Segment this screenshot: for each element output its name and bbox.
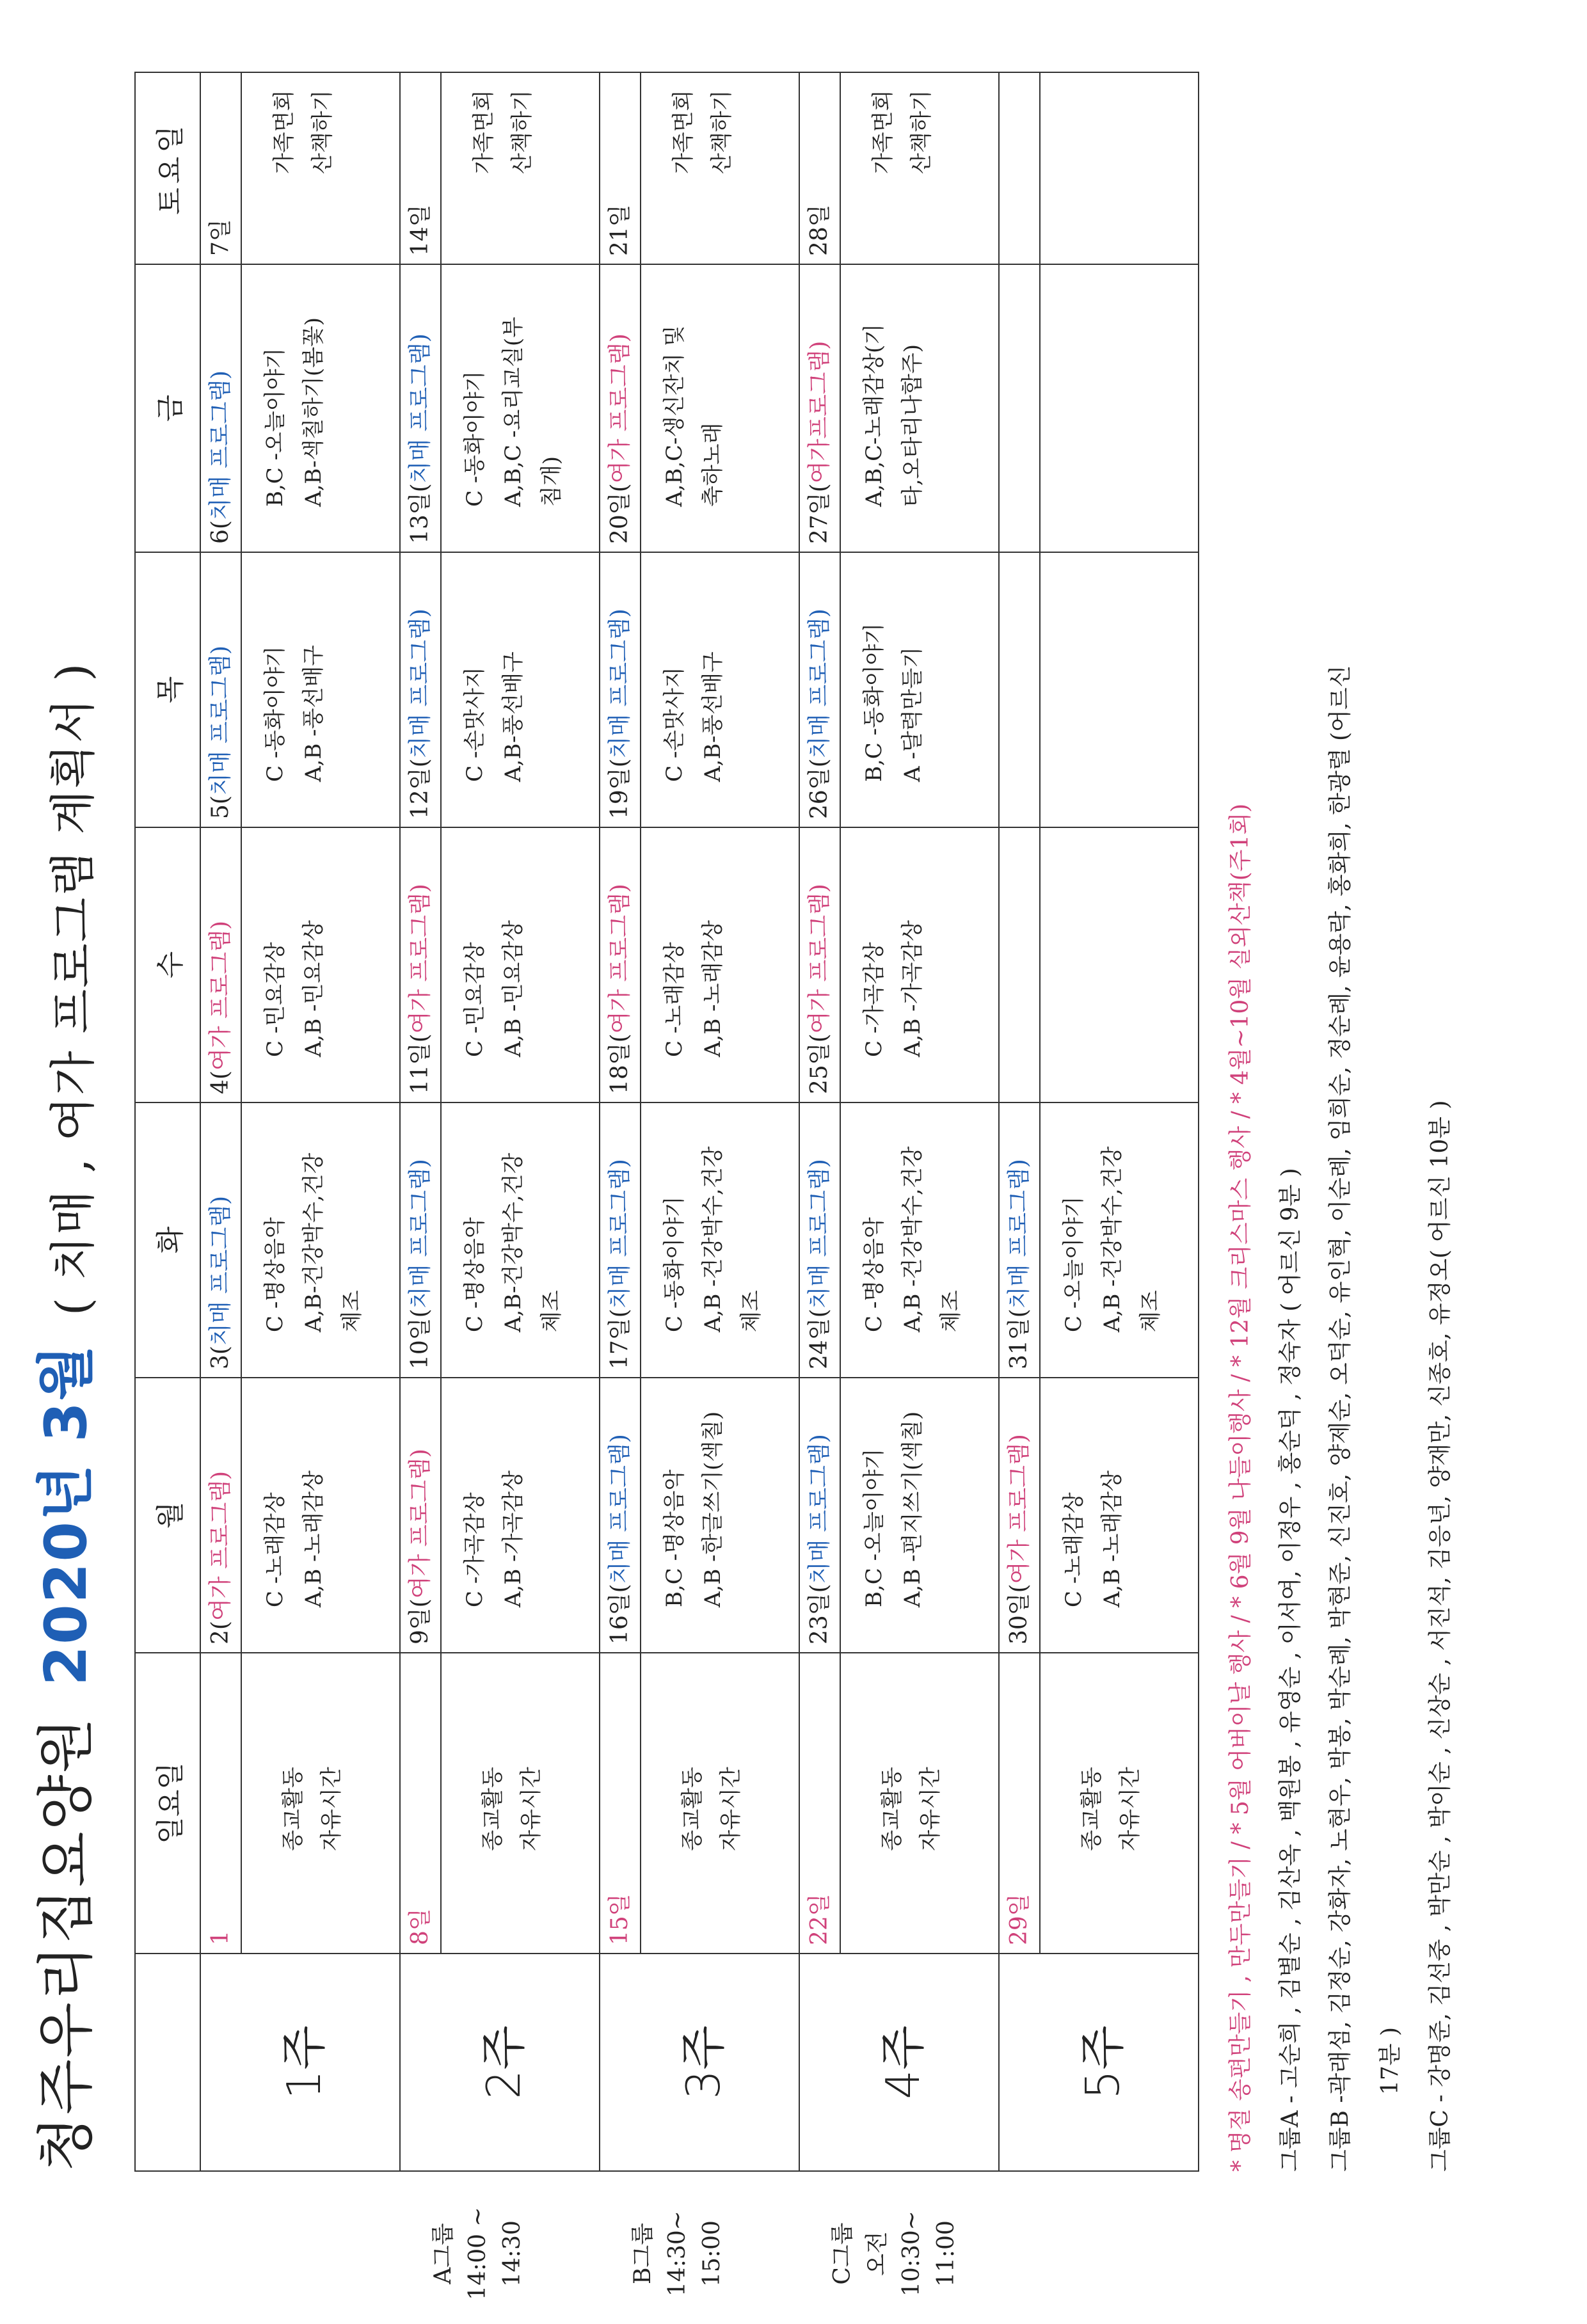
- date-header: [800, 1653, 841, 1953]
- date-header: [800, 828, 841, 1102]
- day-cell: [600, 1102, 799, 1378]
- date-label: 15일: [607, 1893, 633, 1945]
- day-cell: [799, 1653, 999, 1954]
- program-tag: 여가 프로그램): [607, 333, 633, 484]
- program-tag: 여가 프로그램): [407, 884, 433, 1034]
- notes: [1216, 60, 1465, 2172]
- day-cell: [200, 72, 400, 264]
- week-label-cell: [799, 1954, 999, 2296]
- date-header: [800, 1103, 841, 1377]
- date-label: 3(: [207, 1346, 234, 1369]
- week-row: [799, 72, 999, 2171]
- activity-text: C -노래감상 A,B -노래감상: [662, 919, 726, 1057]
- date-header: [1000, 1378, 1041, 1652]
- group-a-note: 그룹A - 고순희 , 김별순 , 김산옥 , 백원봉 , 유영순 , 이서여, 이정우 , 홍순덕 , 정숙자 ( 어르신 9분 ): [1277, 1168, 1304, 2172]
- date-label: 28일: [806, 204, 833, 256]
- program-tag: 치매 프로그램): [607, 1159, 633, 1309]
- date-header: [201, 1103, 242, 1377]
- date-header: [600, 828, 641, 1102]
- day-header: 목: [135, 552, 200, 827]
- date-header: [600, 1653, 641, 1953]
- week-label-cell: [999, 1954, 1199, 2171]
- date-header: [600, 1103, 641, 1377]
- activity-text: 종교활동 자유시간: [680, 1767, 744, 1851]
- date-label: 2(: [207, 1621, 234, 1644]
- day-cell: [799, 1102, 999, 1378]
- date-label: 9일(: [407, 1598, 433, 1644]
- date-label: 31일(: [1006, 1309, 1032, 1369]
- date-label: 10일(: [407, 1309, 433, 1369]
- day-cell: [999, 1653, 1199, 1954]
- program-tag: 치매 프로그램): [207, 370, 234, 521]
- date-header: [1000, 828, 1041, 1102]
- date-header: [600, 553, 641, 827]
- day-header: 토요일: [135, 72, 200, 264]
- date-label: 29일: [1006, 1893, 1032, 1945]
- date-header: [1000, 553, 1041, 827]
- activity-text: 가족면회 산책하기: [671, 90, 735, 174]
- date-header: [401, 828, 442, 1102]
- activity-text: [1041, 265, 1055, 552]
- week-label: 1주: [277, 2025, 331, 2099]
- events-note: * 명절 송편만들기 , 만두만들기 / * 5월 어버이날 행사 / * 6월 9월 나들이행사 / * 12월 크리스마스 행사 / * 4월~10월 실외산책(주1회): [1227, 803, 1254, 2172]
- activity-text: A,B,C-노래감상(기 타,오타리나합주): [861, 323, 925, 507]
- date-header: [800, 553, 841, 827]
- program-tag: 여가 프로그램): [207, 920, 234, 1071]
- program-tag: 치매 프로그램): [607, 609, 633, 759]
- day-cell: [400, 552, 600, 827]
- activity-text: C -노래감상 A,B -노래감상: [262, 1470, 326, 1607]
- day-cell: [200, 552, 400, 827]
- date-label: 30일(: [1006, 1584, 1032, 1644]
- date-header: [600, 1378, 641, 1652]
- program-tag: 치매 프로그램): [407, 333, 433, 484]
- program-tag: 치매 프로그램): [207, 1195, 234, 1346]
- week-label: 3주: [676, 2025, 730, 2099]
- date-label: 4(: [207, 1070, 234, 1094]
- week-label-cell: [400, 1954, 600, 2300]
- date-header: [401, 1653, 442, 1953]
- day-cell: [600, 1378, 799, 1653]
- date-label: 19일(: [607, 758, 633, 819]
- day-cell: [999, 1102, 1199, 1378]
- date-header: [800, 73, 841, 264]
- activity-text: B,C -동화이야기 A -달력만들기: [861, 623, 925, 782]
- date-header: [201, 73, 242, 264]
- activity-text: 종교활동 자유시간: [1079, 1767, 1143, 1851]
- program-tag: 여가 프로그램): [806, 884, 833, 1034]
- activity-text: C -명상음악 A,B-건강박수,건강 체조: [262, 1152, 365, 1332]
- date-label: 7일: [207, 219, 234, 256]
- page-title: [32, 662, 102, 2172]
- activity-text: C -손맛사지 A,B-풍선배구: [662, 651, 726, 782]
- date-header: [401, 265, 442, 552]
- activity-text: [1041, 553, 1055, 827]
- activity-text: 가족면회 산책하기: [271, 90, 335, 174]
- date-label: 18일(: [607, 1033, 633, 1094]
- date-header: [1000, 73, 1041, 264]
- date-label: 27일(: [806, 483, 833, 544]
- date-label: 8일: [407, 1908, 433, 1945]
- date-label: 25일(: [806, 1033, 833, 1094]
- day-cell: [200, 827, 400, 1102]
- day-cell: [600, 72, 799, 264]
- week-label-cell: [600, 1954, 799, 2296]
- date-header: [201, 828, 242, 1102]
- day-cell: [400, 1102, 600, 1378]
- week-row: [600, 72, 799, 2171]
- week-row: [999, 72, 1199, 2171]
- corner-cell: [135, 1954, 200, 2171]
- group-b-note: 그룹B -곽래섬, 김정순, 강화자, 노현우, 박봉, 박순례, 박현준, 신진호, 양제순, 오덕순, 유인혁, 이순례, 임희순, 정순례, 윤용락, 홍화희, 한광렬 (어르신: [1327, 665, 1353, 2172]
- day-cell: [400, 264, 600, 552]
- date-label: 14일: [407, 204, 433, 256]
- activity-text: 가족면회 산책하기: [870, 90, 934, 174]
- activity-text: C -손맛사지 A,B-풍선배구: [462, 651, 526, 782]
- activity-text: C -민요감상 A,B -민요감상: [262, 919, 326, 1057]
- day-header: 월: [135, 1378, 200, 1653]
- week-label-cell: [200, 1954, 400, 2171]
- day-cell: [799, 72, 999, 264]
- program-tag: 치매 프로그램): [806, 1434, 833, 1584]
- facility-name: 청주우리집요양원: [33, 1716, 100, 2172]
- day-header: 일요일: [135, 1653, 200, 1954]
- title-subtitle: ( 치매 , 여가 프로그램 계획서 ): [46, 662, 100, 1316]
- date-label: 21일: [607, 204, 633, 256]
- title-year-month: 2020년 3월: [33, 1344, 100, 1686]
- activity-text: C -민요감상 A,B -민요감상: [462, 919, 526, 1057]
- week-label: 4주: [876, 2025, 930, 2099]
- date-label: 26일(: [806, 758, 833, 819]
- date-label: 1: [207, 1930, 234, 1945]
- program-tag: 여가 프로그램): [1006, 1434, 1032, 1584]
- day-cell: [799, 827, 999, 1102]
- date-header: [201, 553, 242, 827]
- group-time-label: B그룹 14:30~ 15:00: [630, 2211, 725, 2296]
- day-header: 금: [135, 264, 200, 552]
- date-header: [201, 1378, 242, 1652]
- group-c-note: 그룹C - 강명준, 김선중 , 박만순 , 박이순 , 신상순 , 서진석, 김응년, 양재만, 신종호, 유정오( 어르신 10분 ): [1427, 1100, 1453, 2172]
- week-row: [400, 72, 600, 2171]
- group-time-label: A그룹 14:00 ~ 14:30: [430, 2207, 525, 2300]
- program-tag: 여가 프로그램): [607, 884, 633, 1034]
- activity-text: C -동화이야기 A,B,C -요리교실(부 침개): [462, 317, 564, 507]
- activity-text: 종교활동 자유시간: [280, 1767, 344, 1851]
- day-cell: [999, 552, 1199, 827]
- date-header: [1000, 265, 1041, 552]
- group-time-label: C그룹 오전 10:30~ 11:00: [829, 2211, 959, 2296]
- date-header: [1000, 1653, 1041, 1953]
- day-cell: [999, 1378, 1199, 1653]
- date-label: 12일(: [407, 758, 433, 819]
- date-label: 13일(: [407, 483, 433, 544]
- date-label: 24일(: [806, 1309, 833, 1369]
- date-header: [600, 265, 641, 552]
- day-cell: [799, 552, 999, 827]
- date-header: [800, 1378, 841, 1652]
- program-tag: 치매 프로그램): [407, 609, 433, 759]
- date-header: [401, 553, 442, 827]
- activity-text: C -가곡감상 A,B -가곡감상: [462, 1470, 526, 1607]
- activity-text: B,C -오늘이야기 A,B -편지쓰기(색칠): [861, 1411, 925, 1607]
- day-cell: [799, 1378, 999, 1653]
- date-header: [600, 73, 641, 264]
- program-tag: 치매 프로그램): [607, 1434, 633, 1584]
- day-cell: [200, 1378, 400, 1653]
- date-header: [401, 1103, 442, 1377]
- day-cell: [999, 72, 1199, 264]
- day-cell: [400, 1653, 600, 1954]
- activity-text: B,C -오늘이야기 A,B-색칠하기(봄꽃): [262, 317, 326, 507]
- activity-text: B,C -명상음악 A,B -한글쓰기(색칠): [662, 1411, 726, 1607]
- activity-text: C -노래감상 A,B -노래감상: [1061, 1470, 1125, 1607]
- activity-text: C -오늘이야기 A,B -건강박수,건강 체조: [1061, 1146, 1163, 1332]
- day-header: 수: [135, 827, 200, 1102]
- group-b-note-cont: 17분 ): [1377, 2026, 1403, 2095]
- activity-text: 가족면회 산책하기: [471, 90, 535, 174]
- week-row: [200, 72, 400, 2171]
- date-header: [401, 73, 442, 264]
- program-tag: 치매 프로그램): [407, 1159, 433, 1309]
- date-label: 16일(: [607, 1584, 633, 1644]
- date-label: 23일(: [806, 1584, 833, 1644]
- date-label: 17일(: [607, 1309, 633, 1369]
- date-label: 11일(: [407, 1033, 433, 1094]
- day-cell: [799, 264, 999, 552]
- date-label: 22일: [806, 1893, 833, 1945]
- day-header: 화: [135, 1102, 200, 1378]
- day-cell: [600, 264, 799, 552]
- program-tag: 여가프로그램): [806, 340, 833, 484]
- activity-text: A,B,C-생신잔치 및 축하노래: [662, 325, 726, 507]
- date-header: [201, 1653, 242, 1953]
- date-label: 5(: [207, 795, 234, 819]
- date-header: [401, 1378, 442, 1652]
- day-cell: [999, 264, 1199, 552]
- schedule-table: [134, 72, 1199, 2300]
- program-tag: 여가 프로그램): [407, 1449, 433, 1599]
- week-label: 5주: [1076, 2025, 1129, 2099]
- activity-text: C -동화이야기 A,B -풍선배구: [262, 644, 326, 782]
- activity-text: C -동화이야기 A,B -건강박수,건강 체조: [662, 1146, 764, 1332]
- date-header: [800, 265, 841, 552]
- activity-text: [1041, 828, 1055, 1102]
- program-tag: 치매 프로그램): [1006, 1159, 1032, 1309]
- activity-text: C -명상음악 A,B-건강박수,건강 체조: [462, 1152, 564, 1332]
- date-header: [201, 265, 242, 552]
- day-cell: [600, 552, 799, 827]
- date-header: [1000, 1103, 1041, 1377]
- week-label: 2주: [477, 2025, 530, 2099]
- day-cell: [400, 827, 600, 1102]
- day-cell: [600, 827, 799, 1102]
- activity-text: C -명상음악 A,B -건강박수,건강 체조: [861, 1146, 964, 1332]
- day-cell: [200, 264, 400, 552]
- program-tag: 치매 프로그램): [207, 645, 234, 796]
- day-cell: [400, 1378, 600, 1653]
- date-label: 20일(: [607, 483, 633, 544]
- day-cell: [999, 827, 1199, 1102]
- program-tag: 치매 프로그램): [806, 1159, 833, 1309]
- activity-text: 종교활동 자유시간: [480, 1767, 544, 1851]
- day-cell: [200, 1653, 400, 1954]
- day-cell: [600, 1653, 799, 1954]
- program-tag: 여가 프로그램): [207, 1470, 234, 1621]
- day-cell: [200, 1102, 400, 1378]
- activity-text: [1041, 73, 1064, 264]
- header-row: [135, 72, 200, 2171]
- program-tag: 치매 프로그램): [806, 609, 833, 759]
- activity-text: C -가곡감상 A,B -가곡감상: [861, 919, 925, 1057]
- activity-text: 종교활동 자유시간: [879, 1767, 943, 1851]
- date-label: 6(: [207, 520, 234, 544]
- day-cell: [400, 72, 600, 264]
